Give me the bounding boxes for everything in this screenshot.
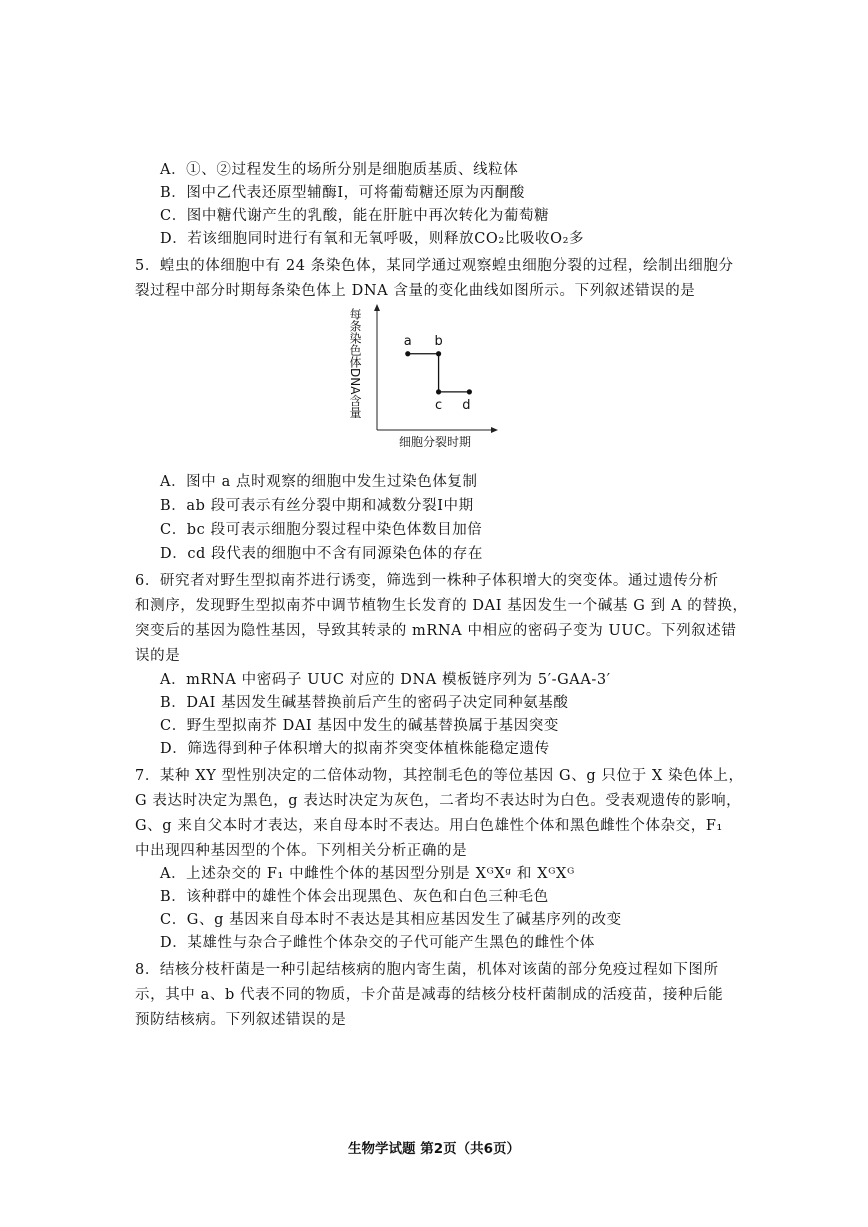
point-d	[467, 389, 472, 394]
q7-stem-line-4: 中出现四种基因型的个体。下列相关分析正确的是	[135, 843, 468, 859]
point-label-d: d	[462, 397, 471, 413]
q5-stem-line-2: 裂过程中部分时期每条染色体上 DNA 含量的变化曲线如图所示。下列叙述错误的是	[135, 283, 696, 299]
dna-content-chart	[340, 300, 520, 460]
q5-option-d: D．cd 段代表的细胞中不含有同源染色体的存在	[160, 546, 483, 562]
q8-stem-line-2: 示，其中 a、b 代表不同的物质，卡介苗是减毒的结核分枝杆菌制成的活疫苗，接种后能	[135, 987, 724, 1003]
q4-option-c: C．图中糖代谢产生的乳酸，能在肝脏中再次转化为葡萄糖	[160, 208, 550, 224]
point-label-c: c	[435, 397, 443, 413]
q7-option-c: C．G、g 基因来自母本时不表达是其相应基因发生了碱基序列的改变	[160, 912, 622, 928]
q6-option-a: A．mRNA 中密码子 UUC 对应的 DNA 模板链序列为 5′-GAA-3′	[160, 672, 611, 688]
q6-stem-line-1: 6．研究者对野生型拟南芥进行诱变，筛选到一株种子体积增大的突变体。通过遗传分析	[135, 573, 719, 589]
q6-option-d: D．筛选得到种子体积增大的拟南芥突变体植株能稳定遗传	[160, 741, 550, 757]
q7-option-b: B．该种群中的雄性个体会出现黑色、灰色和白色三种毛色	[160, 889, 549, 905]
q4-option-a: A．①、②过程发生的场所分别是细胞质基质、线粒体	[160, 162, 519, 178]
q4-option-b: B．图中乙代表还原型辅酶Ⅰ，可将葡萄糖还原为丙酮酸	[160, 185, 525, 201]
y-axis-label-text: 每条染色体DNA含量	[348, 308, 362, 419]
q6-stem-line-3: 突变后的基因为隐性基因，导致其转录的 mRNA 中相应的密码子变为 UUC。下列叙述错	[135, 623, 737, 639]
point-a	[405, 351, 410, 356]
q6-stem-line-4: 误的是	[135, 648, 181, 664]
y-axis-label	[348, 307, 362, 419]
q5-stem-line-1: 5．蝗虫的体细胞中有 24 条染色体，某同学通过观察蝗虫细胞分裂的过程，绘制出细胞分	[135, 258, 734, 274]
q5-option-b: B．ab 段可表示有丝分裂中期和减数分裂Ⅰ中期	[160, 498, 474, 514]
q7-option-a: A．上述杂交的 F₁ 中雌性个体的基因型分别是 XᴳXᵍ 和 XᴳXᴳ	[160, 866, 575, 882]
point-label-a: a	[403, 333, 412, 349]
page-footer: 生物学试题 第2页（共6页）	[348, 1141, 520, 1157]
q6-option-b: B．DAI 基因发生碱基替换前后产生的密码子决定同种氨基酸	[160, 695, 569, 711]
q7-stem-line-3: G、g 来自父本时才表达，来自母本时不表达。用白色雄性个体和黑色雌性个体杂交，F₁	[135, 818, 723, 834]
q8-stem-line-1: 8．结核分枝杆菌是一种引起结核病的胞内寄生菌，机体对该菌的部分免疫过程如下图所	[135, 962, 719, 978]
point-label-b: b	[434, 333, 443, 349]
point-c	[436, 389, 441, 394]
q5-option-c: C．bc 段可表示细胞分裂过程中染色体数目加倍	[160, 522, 483, 538]
q7-option-d: D．某雄性与杂合子雌性个体杂交的子代可能产生黑色的雌性个体	[160, 935, 596, 951]
q4-option-d: D．若该细胞同时进行有氧和无氧呼吸，则释放CO₂比吸收O₂多	[160, 231, 585, 247]
y-axis-arrow	[374, 304, 380, 311]
q5-option-a: A．图中 a 点时观察的细胞中发生过染色体复制	[160, 474, 478, 490]
q6-stem-line-2: 和测序，发现野生型拟南芥中调节植物生长发育的 DAI 基因发生一个碱基 G 到 A 的替换，	[135, 598, 748, 614]
x-axis-arrow	[491, 427, 498, 433]
q8-stem-line-3: 预防结核病。下列叙述错误的是	[135, 1012, 347, 1028]
q6-option-c: C．野生型拟南芥 DAI 基因中发生的碱基替换属于基因突变	[160, 718, 560, 734]
point-b	[436, 351, 441, 356]
q7-stem-line-1: 7．某种 XY 型性别决定的二倍体动物，其控制毛色的等位基因 G、g 只位于 X 染色体上，	[135, 768, 744, 784]
q7-stem-line-2: G 表达时决定为黑色，g 表达时决定为灰色，二者均不表达时为白色。受表观遗传的影响，	[135, 793, 742, 809]
x-axis-label: 细胞分裂时期	[398, 435, 472, 449]
